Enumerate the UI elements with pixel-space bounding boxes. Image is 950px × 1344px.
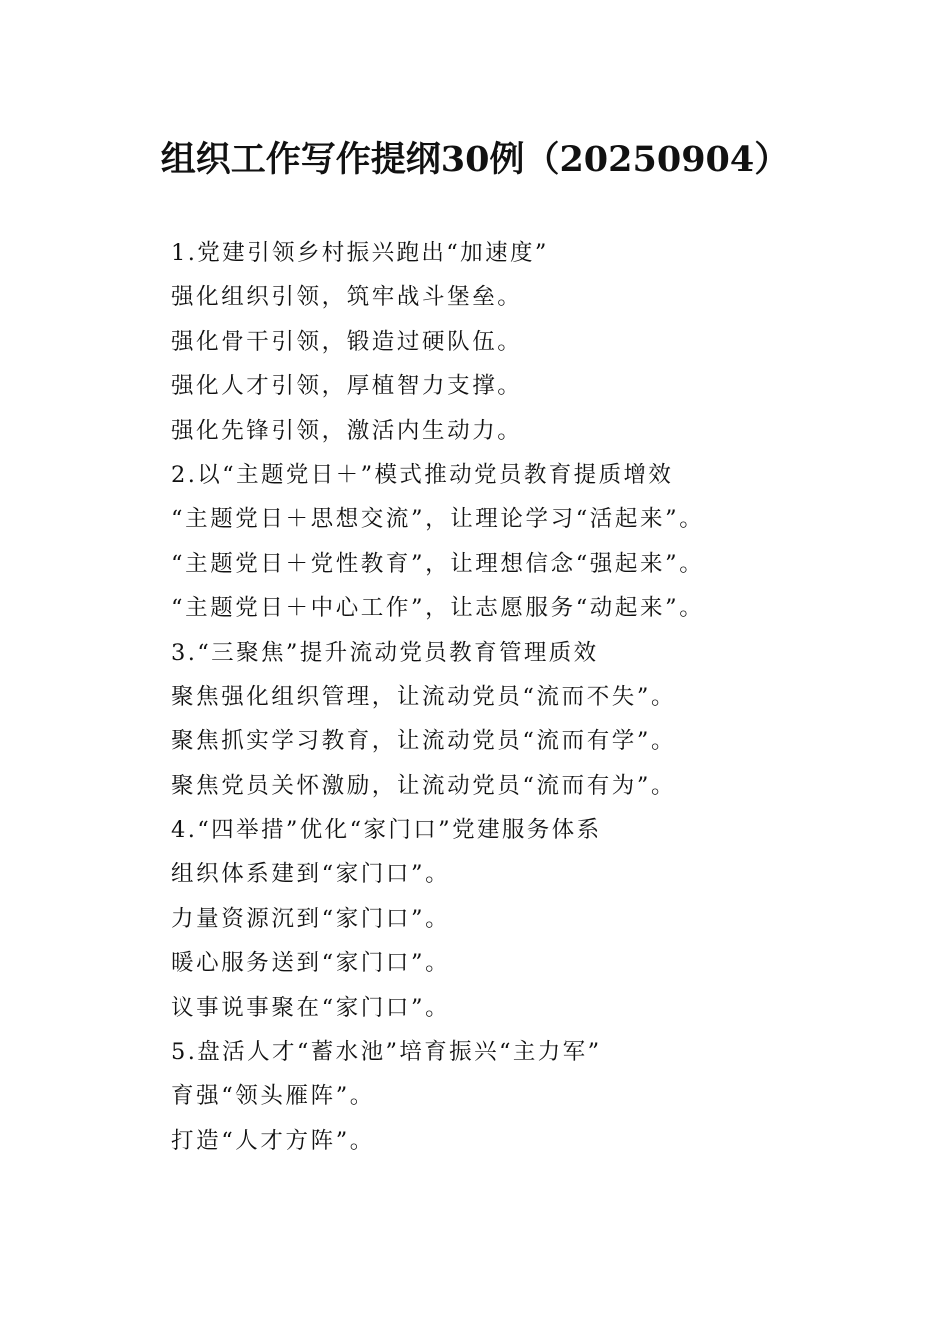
document-body [171, 231, 891, 1163]
outline-line: 强化人才引领，厚植智力支撑。 [171, 373, 523, 400]
section-heading-3: 3.“三聚焦”提升流动党员教育管理质效 [171, 639, 599, 666]
outline-line: “主题党日＋思想交流”，让理论学习“活起来”。 [171, 506, 705, 533]
outline-line: 育强“领头雁阵”。 [171, 1083, 375, 1110]
outline-line: 组织体系建到“家门口”。 [171, 861, 451, 888]
outline-line: “主题党日＋党性教育”，让理想信念“强起来”。 [171, 550, 705, 577]
outline-line: 暖心服务送到“家门口”。 [171, 950, 451, 977]
outline-line: 力量资源沉到“家门口”。 [171, 905, 451, 932]
section-heading-2: 2.以“主题党日＋”模式推动党员教育提质增效 [171, 461, 674, 488]
outline-line: 强化骨干引领，锻造过硬队伍。 [171, 328, 523, 355]
outline-line: 强化先锋引领，激活内生动力。 [171, 417, 523, 444]
outline-line: “主题党日＋中心工作”，让志愿服务“动起来”。 [171, 595, 705, 622]
outline-line: 强化组织引领，筑牢战斗堡垒。 [171, 284, 523, 311]
outline-line: 打造“人才方阵”。 [171, 1127, 375, 1154]
section-heading-5: 5.盘活人才“蓄水池”培育振兴“主力军” [171, 1039, 602, 1066]
outline-line: 议事说事聚在“家门口”。 [171, 994, 451, 1021]
outline-line: 聚焦党员关怀激励，让流动党员“流而有为”。 [171, 772, 677, 799]
document-title: 组织工作写作提纲30例（20250904） [160, 139, 790, 180]
section-heading-1: 1.党建引领乡村振兴跑出“加速度” [171, 240, 549, 266]
outline-line: 聚焦强化组织管理，让流动党员“流而不失”。 [171, 683, 677, 710]
outline-line: 聚焦抓实学习教育，让流动党员“流而有学”。 [171, 728, 677, 755]
section-heading-4: 4.“四举措”优化“家门口”党建服务体系 [171, 817, 602, 844]
